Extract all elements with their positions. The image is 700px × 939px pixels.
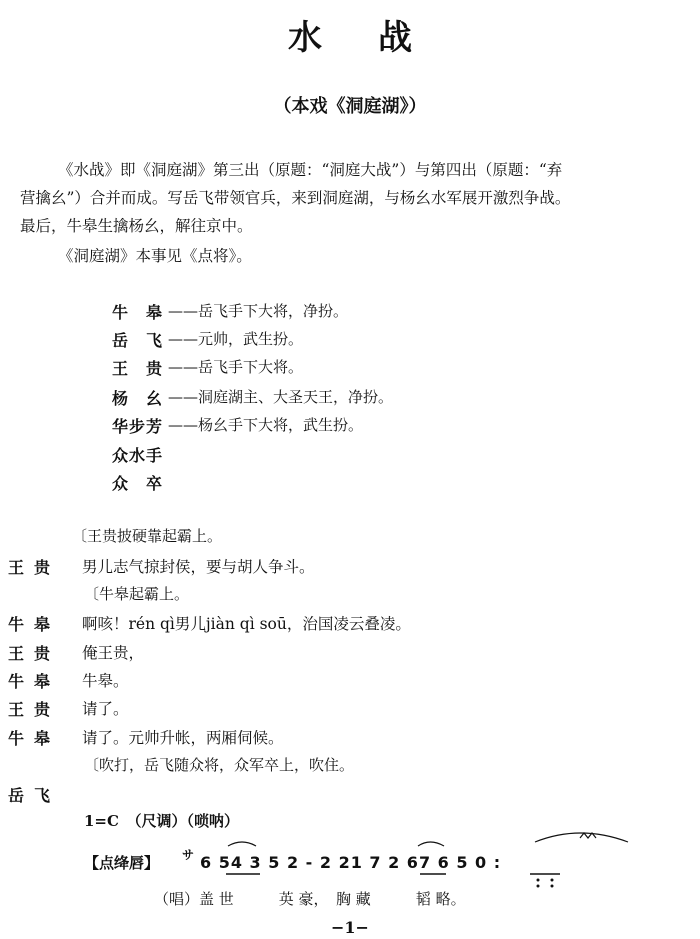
speaker: 岳飞 xyxy=(8,786,61,805)
lyrics-line: （唱）盖 世 英 豪， 胸 藏 韬 略。 xyxy=(154,890,466,908)
cast-name: 岳 飞 xyxy=(112,331,164,350)
tune-label: 【点绛唇】 xyxy=(84,854,160,872)
intro-line-3: 最后，牛皋生擒杨幺，解往京中。 xyxy=(20,217,253,235)
dialogue-line: 俺王贵， xyxy=(82,644,145,662)
cast-name: 众 卒 xyxy=(112,474,164,493)
octave-dot xyxy=(537,879,540,882)
cast-desc: ——杨幺手下大将，武生扮。 xyxy=(168,416,364,434)
speaker: 牛皋 xyxy=(8,615,61,634)
speaker: 王贵 xyxy=(8,700,61,719)
dialogue-line: 请了。元帅升帐，两厢伺候。 xyxy=(82,729,284,747)
cast-name: 众水手 xyxy=(112,446,164,465)
stage-direction: 〔王贵披硬靠起霸上。 xyxy=(72,527,223,545)
cast-desc: ——洞庭湖主、大圣天王，净扮。 xyxy=(168,388,394,406)
cast-name: 牛 皋 xyxy=(112,303,164,322)
ornament-mark xyxy=(580,833,596,838)
cast-desc: ——岳飞手下大将，净扮。 xyxy=(168,302,349,320)
stage-direction: 〔吹打，岳飞随众将，众军卒上，吹住。 xyxy=(84,756,355,774)
stage-direction: 〔牛皋起霸上。 xyxy=(84,585,190,603)
speaker: 王贵 xyxy=(8,558,61,577)
jianpu-notes: 6 54 3 5 2 - 2 21 7 2 67 6 5 0 : xyxy=(200,853,502,872)
cast-desc: ——元帅，武生扮。 xyxy=(168,330,304,348)
intro-line-2: 营擒幺”）合并而成。写岳飞带领官兵，来到洞庭湖，与杨幺水军展开激烈争战。 xyxy=(20,189,571,207)
cast-desc: ——岳飞手下大将。 xyxy=(168,358,304,376)
dialogue-line: 男儿志气掠封侯，要与胡人争斗。 xyxy=(82,558,315,576)
intro-line-4: 《洞庭湖》本事见《点将》。 xyxy=(58,247,252,265)
cast-name: 华步芳 xyxy=(112,417,164,436)
octave-dot xyxy=(551,885,554,888)
page-number: −1− xyxy=(331,918,369,937)
page-title: 水战 xyxy=(288,18,468,58)
octave-dot xyxy=(537,885,540,888)
slur-mark xyxy=(418,842,444,846)
slur-mark xyxy=(228,842,256,846)
cast-name: 王 贵 xyxy=(112,359,164,378)
speaker: 王贵 xyxy=(8,644,61,663)
intro-line-1: 《水战》即《洞庭湖》第三出（原题：“洞庭大战”）与第四出（原题：“弃 xyxy=(58,161,563,179)
speaker: 牛皋 xyxy=(8,729,61,748)
dialogue-line: 啊咳！rén qì男儿jiàn qì soū，治国凌云叠凌。 xyxy=(82,615,411,633)
dialogue-line: 请了。 xyxy=(82,700,129,718)
octave-dot xyxy=(551,879,554,882)
music-key: 1=C （尺调）（唢呐） xyxy=(84,812,239,830)
speaker: 牛皋 xyxy=(8,672,61,691)
cast-name: 杨 幺 xyxy=(112,389,164,408)
dialogue-line: 牛皋。 xyxy=(82,672,129,690)
tempo-mark: サ xyxy=(182,848,195,862)
subtitle: （本戏《洞庭湖》） xyxy=(273,96,427,117)
slur-mark xyxy=(535,833,628,842)
